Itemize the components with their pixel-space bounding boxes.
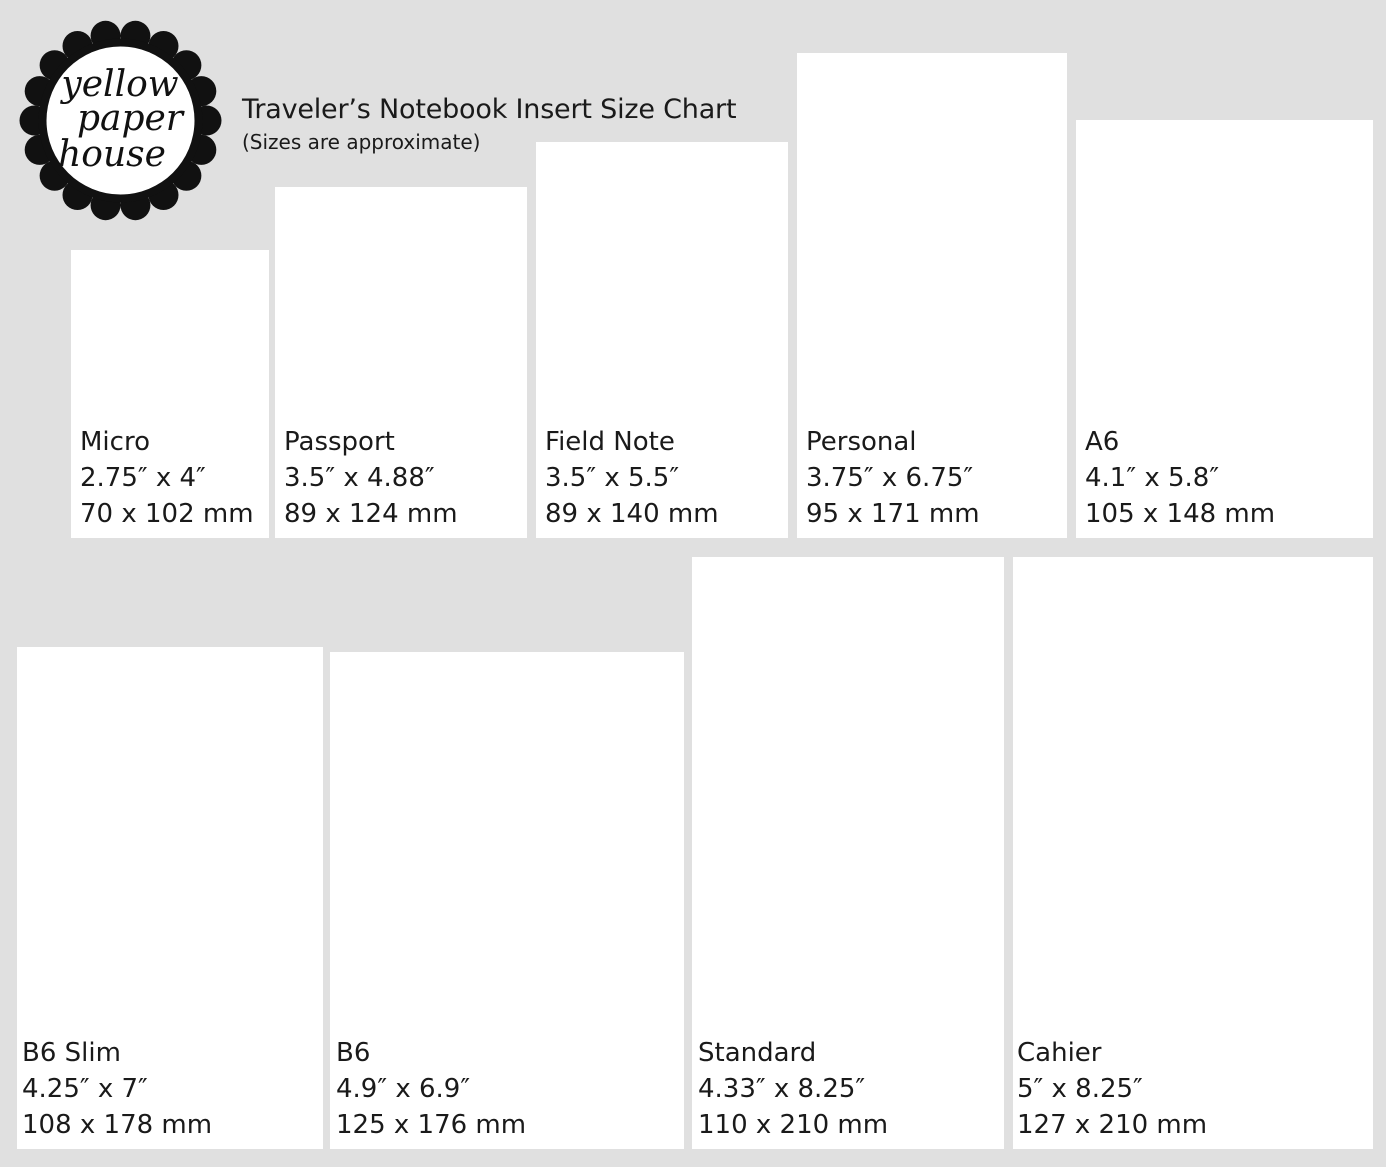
insert-mm: 70 x 102 mm bbox=[80, 499, 254, 529]
insert-inches: 3.5″ x 4.88″ bbox=[284, 463, 435, 493]
insert-name: Personal bbox=[806, 427, 917, 457]
insert-mm: 127 x 210 mm bbox=[1017, 1110, 1208, 1140]
insert-name: Field Note bbox=[545, 427, 675, 457]
insert-inches: 4.33″ x 8.25″ bbox=[698, 1074, 866, 1104]
insert-mm: 95 x 171 mm bbox=[806, 499, 980, 529]
insert-inches: 5″ x 8.25″ bbox=[1017, 1074, 1143, 1104]
insert-inches: 2.75″ x 4″ bbox=[80, 463, 206, 493]
insert-card-b6 bbox=[330, 652, 684, 1149]
insert-mm: 108 x 178 mm bbox=[22, 1110, 213, 1140]
insert-mm: 105 x 148 mm bbox=[1085, 499, 1276, 529]
logo-word-paper: paper bbox=[76, 98, 184, 139]
insert-card-field-note bbox=[536, 142, 788, 538]
insert-card-micro bbox=[71, 250, 269, 538]
insert-mm: 89 x 124 mm bbox=[284, 499, 458, 529]
logo-word-yellow: yellow bbox=[61, 64, 179, 105]
insert-inches: 4.25″ x 7″ bbox=[22, 1074, 148, 1104]
insert-card-a6 bbox=[1076, 120, 1373, 538]
insert-inches: 4.9″ x 6.9″ bbox=[336, 1074, 471, 1104]
logo-word-house: house bbox=[58, 134, 166, 175]
insert-card-personal bbox=[797, 53, 1067, 538]
insert-name: B6 bbox=[336, 1038, 371, 1068]
insert-mm: 110 x 210 mm bbox=[698, 1110, 889, 1140]
insert-card-standard bbox=[692, 557, 1004, 1149]
insert-name: Standard bbox=[698, 1038, 817, 1068]
insert-inches: 3.75″ x 6.75″ bbox=[806, 463, 974, 493]
insert-inches: 3.5″ x 5.5″ bbox=[545, 463, 680, 493]
insert-name: Micro bbox=[80, 427, 150, 457]
insert-mm: 89 x 140 mm bbox=[545, 499, 719, 529]
insert-card-cahier bbox=[1013, 557, 1373, 1149]
chart-title: Traveler’s Notebook Insert Size Chart bbox=[242, 94, 737, 125]
insert-name: Passport bbox=[284, 427, 395, 457]
insert-mm: 125 x 176 mm bbox=[336, 1110, 527, 1140]
insert-inches: 4.1″ x 5.8″ bbox=[1085, 463, 1220, 493]
insert-card-passport bbox=[275, 187, 527, 538]
insert-card-b6-slim bbox=[17, 647, 323, 1149]
insert-name: B6 Slim bbox=[22, 1038, 121, 1068]
chart-subtitle: (Sizes are approximate) bbox=[242, 130, 481, 154]
insert-name: Cahier bbox=[1017, 1038, 1102, 1068]
yellow-paper-house-logo bbox=[18, 18, 223, 223]
insert-name: A6 bbox=[1085, 427, 1120, 457]
